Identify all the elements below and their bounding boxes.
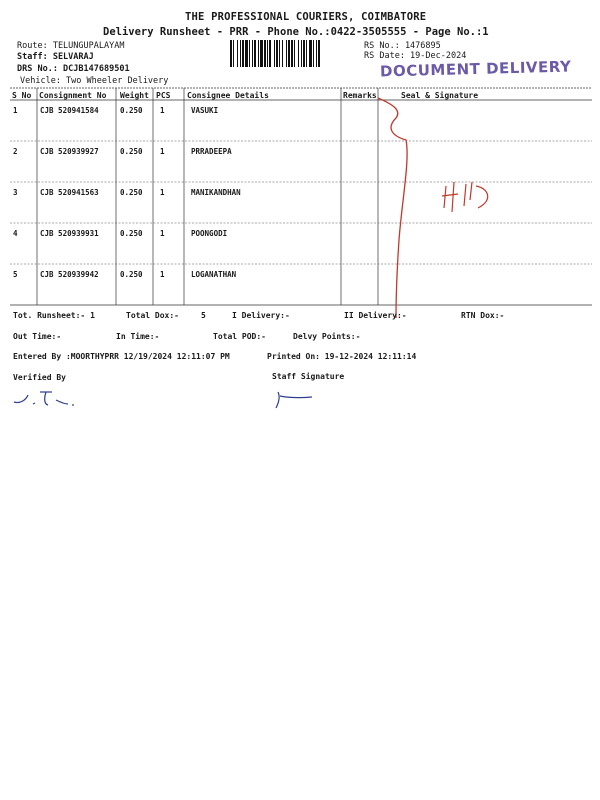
row-weight: 0.250: [120, 270, 143, 279]
runsheet-title: Delivery Runsheet - PRR - Phone No.:0422-3505555 - Page No.:1: [103, 26, 489, 38]
tot-runsheet: Tot. Runsheet:- 1: [13, 311, 95, 320]
handwritten-initials-red: [442, 182, 488, 212]
total-dox-value: 5: [201, 311, 206, 320]
rtn-dox: RTN Dox:-: [461, 311, 505, 320]
row-sno: 4: [13, 229, 18, 238]
col-header-weight: Weight: [120, 91, 149, 100]
row-sno: 5: [13, 270, 18, 279]
vehicle-text: Vehicle: Two Wheeler Delivery: [20, 76, 169, 86]
handwritten-signature-red: [378, 98, 407, 318]
in-time: In Time:-: [116, 332, 160, 341]
row-consignee: PRRADEEPA: [191, 147, 232, 156]
row-consignment-no: CJB 520941584: [40, 106, 99, 115]
row-sno: 1: [13, 106, 18, 115]
row-consignee: POONGODI: [191, 229, 228, 238]
row-sno: 3: [13, 188, 18, 197]
delvy-points: Delvy Points:-: [293, 332, 361, 341]
verified-signature: [14, 392, 74, 405]
col-header-seal: Seal & Signature: [401, 91, 479, 100]
row-consignment-no: CJB 520939942: [40, 270, 99, 279]
row-weight: 0.250: [120, 188, 143, 197]
row-consignee: VASUKI: [191, 106, 219, 115]
col-header-pcs: PCS: [156, 91, 171, 100]
row-pcs: 1: [160, 270, 165, 279]
entered-by: Entered By :MOORTHYPRR 12/19/2024 12:11:07 PM: [13, 352, 230, 361]
company-name: THE PROFESSIONAL COURIERS, COIMBATORE: [185, 11, 427, 23]
col-header-consignment: Consignment No: [39, 91, 107, 100]
staff-signature-label: Staff Signature: [272, 372, 345, 381]
printed-on: Printed On: 19-12-2024 12:11:14: [267, 352, 417, 361]
route-text: Route: TELUNGUPALAYAM: [17, 41, 125, 51]
total-pod: Total POD:-: [213, 332, 266, 341]
row-consignment-no: CJB 520939931: [40, 229, 99, 238]
row-pcs: 1: [160, 106, 165, 115]
staff-signature-scribble: [276, 392, 312, 408]
row-sno: 2: [13, 147, 18, 156]
row-consignment-no: CJB 520939927: [40, 147, 99, 156]
row-weight: 0.250: [120, 147, 143, 156]
row-pcs: 1: [160, 229, 165, 238]
row-consignee: MANIKANDHAN: [191, 188, 241, 197]
total-dox-label: Total Dox:-: [126, 311, 179, 320]
row-weight: 0.250: [120, 229, 143, 238]
col-header-consignee: Consignee Details: [187, 91, 269, 100]
col-header-sno: S No: [12, 91, 32, 100]
row-consignment-no: CJB 520941563: [40, 188, 99, 197]
row-pcs: 1: [160, 147, 165, 156]
col-header-remarks: Remarks: [343, 91, 377, 100]
drs-text: DRS No.: DCJB147689501: [17, 64, 130, 74]
verified-by-label: Verified By: [13, 373, 66, 382]
row-pcs: 1: [160, 188, 165, 197]
row-weight: 0.250: [120, 106, 143, 115]
document-delivery-stamp: DOCUMENT DELIVERY: [379, 57, 572, 81]
i-delivery: I Delivery:-: [232, 311, 290, 320]
staff-text: Staff: SELVARAJ: [17, 52, 94, 62]
row-consignee: LOGANATHAN: [191, 270, 237, 279]
rs-number: RS No.: 1476895: [364, 41, 441, 51]
ii-delivery: II Delivery:-: [344, 311, 407, 320]
out-time: Out Time:-: [13, 332, 62, 341]
rs-date: RS Date: 19-Dec-2024: [364, 51, 467, 61]
